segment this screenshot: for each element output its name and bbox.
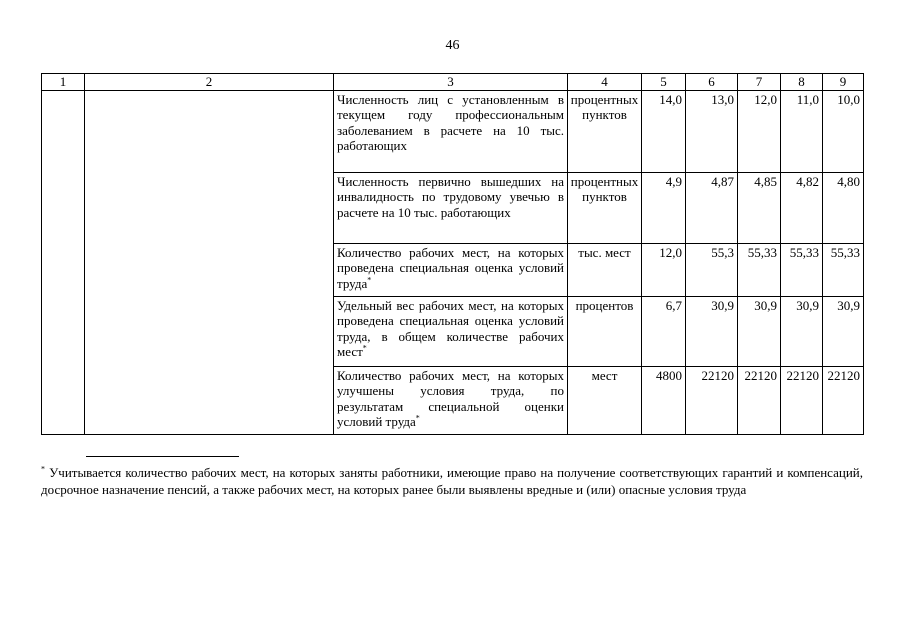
column-header: 5 — [642, 74, 686, 91]
empty-cell — [42, 90, 85, 434]
unit-cell: мест — [568, 366, 642, 434]
value-cell: 22120 — [686, 366, 738, 434]
unit-cell: процентных пунктов — [568, 172, 642, 243]
value-cell: 55,33 — [738, 243, 781, 296]
value-cell: 4,85 — [738, 172, 781, 243]
column-header: 6 — [686, 74, 738, 91]
column-header: 8 — [781, 74, 823, 91]
value-cell: 30,9 — [823, 296, 864, 366]
unit-cell: процентных пунктов — [568, 90, 642, 172]
column-header: 2 — [85, 74, 334, 91]
footnote-mark: * — [415, 413, 420, 423]
indicator-cell — [334, 172, 568, 243]
indicator-cell — [334, 366, 568, 434]
value-cell: 30,9 — [686, 296, 738, 366]
value-cell: 55,33 — [781, 243, 823, 296]
value-cell: 14,0 — [642, 90, 686, 172]
footnote-divider — [86, 456, 239, 457]
footnote-mark: * — [362, 343, 367, 353]
unit-cell: тыс. мест — [568, 243, 642, 296]
indicator-text: Количество рабочих мест, на которых улучшены условия труда, по результатам специальной оценки условий труда — [337, 367, 564, 429]
column-header: 4 — [568, 74, 642, 91]
footnote-text: Учитывается количество рабочих мест, на которых заняты работники, имеющие право на получение соответствующих гарантий и компенсаций, досрочное назначение пенсий, а также рабочих мест, на которых ранее были выявлены вредные и (или) опасные условия труда — [41, 465, 863, 497]
value-cell: 4,82 — [781, 172, 823, 243]
footnote-mark: * — [367, 275, 372, 285]
indicator-text: Численность первично вышедших на инвалидность по трудовому увечью в расчете на 10 тыс. работающих — [337, 173, 564, 220]
indicator-text: Количество рабочих мест, на которых проведена специальная оценка условий труда — [337, 244, 564, 291]
table-header-row — [42, 74, 864, 91]
value-cell: 4,9 — [642, 172, 686, 243]
indicator-cell — [334, 243, 568, 296]
column-header: 1 — [42, 74, 85, 91]
indicator-text: Удельный вес рабочих мест, на которых проведена специальная оценка условий труда, в общем количестве рабочих мест — [337, 297, 564, 359]
column-header: 7 — [738, 74, 781, 91]
value-cell: 12,0 — [642, 243, 686, 296]
footnote-mark: * — [41, 464, 45, 474]
value-cell: 10,0 — [823, 90, 864, 172]
indicator-cell — [334, 90, 568, 172]
value-cell: 4800 — [642, 366, 686, 434]
value-cell: 30,9 — [781, 296, 823, 366]
indicator-text: Численность лиц с установленным в текущем году профессиональным заболеванием в расчете на 10 тыс. работающих — [337, 91, 564, 153]
value-cell: 4,80 — [823, 172, 864, 243]
page-number: 46 — [445, 38, 460, 53]
table-row — [42, 90, 864, 172]
empty-cell — [85, 90, 334, 434]
value-cell: 4,87 — [686, 172, 738, 243]
value-cell: 6,7 — [642, 296, 686, 366]
column-header: 3 — [334, 74, 568, 91]
footnote — [41, 464, 863, 498]
unit-cell: процентов — [568, 296, 642, 366]
value-cell: 11,0 — [781, 90, 823, 172]
column-header: 9 — [823, 74, 864, 91]
value-cell: 30,9 — [738, 296, 781, 366]
value-cell: 12,0 — [738, 90, 781, 172]
value-cell: 22120 — [738, 366, 781, 434]
value-cell: 22120 — [823, 366, 864, 434]
value-cell: 22120 — [781, 366, 823, 434]
value-cell: 13,0 — [686, 90, 738, 172]
indicator-cell — [334, 296, 568, 366]
indicators-table — [41, 73, 864, 435]
value-cell: 55,3 — [686, 243, 738, 296]
value-cell: 55,33 — [823, 243, 864, 296]
